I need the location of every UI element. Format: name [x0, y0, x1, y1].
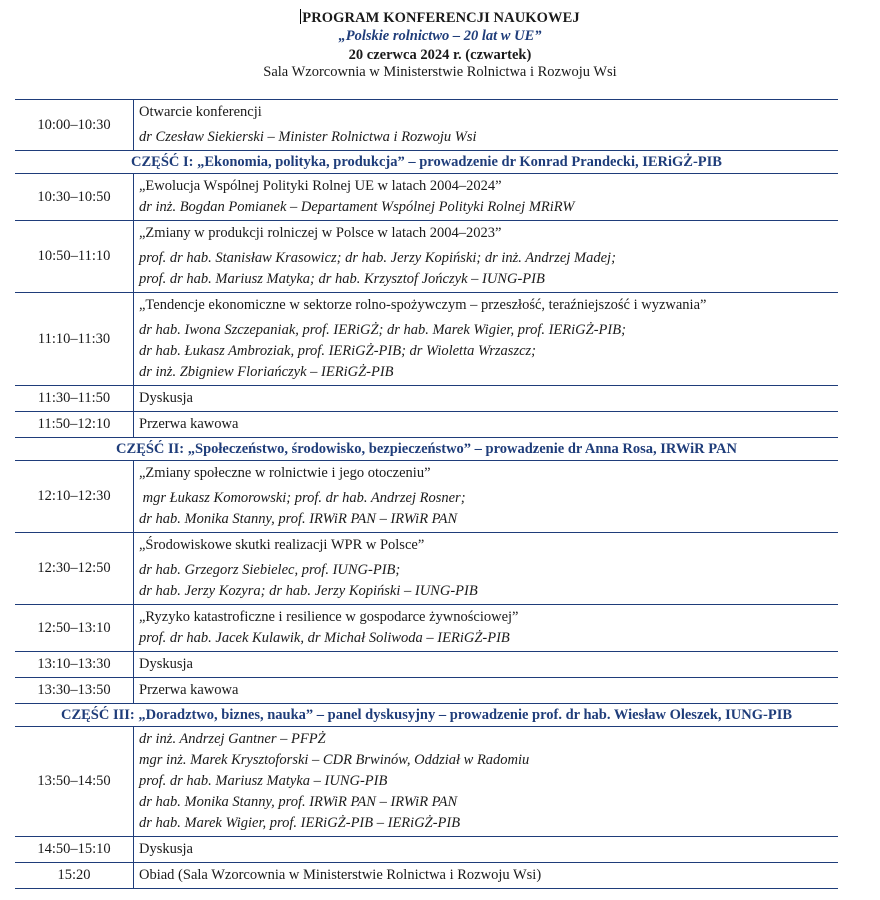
table-row: [15, 863, 838, 889]
panelists: [139, 729, 834, 834]
session-cell: Przerwa kawowa: [134, 678, 839, 704]
session-cell: [134, 293, 839, 386]
author-line: dr inż. Zbigniew Floriańczyk – IERiGŻ-PIB: [139, 364, 394, 380]
time-cell: 10:00–10:30: [15, 100, 134, 151]
author-line: mgr Łukasz Komorowski; prof. dr hab. Andrzej Rosner;: [139, 490, 466, 506]
time-cell: 12:10–12:30: [15, 461, 134, 533]
program-table: [15, 99, 838, 889]
author-line: dr hab. Monika Stanny, prof. IRWiR PAN – IRWiR PAN: [139, 511, 458, 527]
session-cell: [134, 461, 839, 533]
talk-authors: [139, 248, 834, 290]
table-row: [15, 100, 838, 151]
conference-subtitle: „Polskie rolnictwo – 20 lat w UE”: [338, 28, 542, 44]
talk-title: „Zmiany społeczne w rolnictwie i jego otoczeniu”: [139, 465, 431, 481]
section-heading: CZĘŚĆ II: „Społeczeństwo, środowisko, bezpieczeństwo” – prowadzenie dr Anna Rosa, IRWiR PAN: [15, 438, 838, 461]
session-cell: [134, 100, 839, 151]
section-row: [15, 151, 838, 174]
section-heading: CZĘŚĆ I: „Ekonomia, polityka, produkcja” – prowadzenie dr Konrad Prandecki, IERiGŻ-PIB: [15, 151, 838, 174]
section-row: [15, 438, 838, 461]
section-heading: CZĘŚĆ III: „Doradztwo, biznes, nauka” – panel dyskusyjny – prowadzenie prof. dr hab. Wiesław Oleszek, IUNG-PIB: [15, 704, 838, 727]
author-line: prof. dr hab. Jacek Kulawik, dr Michał Soliwoda – IERiGŻ-PIB: [139, 630, 510, 646]
section-row: [15, 704, 838, 727]
table-row: [15, 605, 838, 652]
table-row: [15, 533, 838, 605]
talk-title: Otwarcie konferencji: [139, 104, 262, 120]
table-row: [15, 293, 838, 386]
author-line: dr inż. Bogdan Pomianek – Departament Wspólnej Polityki Rolnej MRiRW: [139, 199, 575, 215]
session-cell: Przerwa kawowa: [134, 412, 839, 438]
author-line: dr hab. Łukasz Ambroziak, prof. IERiGŻ-PIB; dr Wioletta Wrzaszcz;: [139, 343, 537, 359]
table-row: [15, 727, 838, 837]
program-title: PROGRAM KONFERENCJI NAUKOWEJ: [302, 10, 580, 26]
author-line: dr hab. Iwona Szczepaniak, prof. IERiGŻ; dr hab. Marek Wigier, prof. IERiGŻ-PIB;: [139, 322, 626, 338]
session-cell: [134, 174, 839, 221]
table-row: [15, 174, 838, 221]
table-row: [15, 678, 838, 704]
talk-title: „Zmiany w produkcji rolniczej w Polsce w latach 2004–2023”: [139, 225, 502, 241]
panelist-line: mgr inż. Marek Krysztoforski – CDR Brwinów, Oddział w Radomiu: [139, 752, 530, 768]
panelist-line: dr hab. Marek Wigier, prof. IERiGŻ-PIB – IERiGŻ-PIB: [139, 815, 461, 831]
table-row: [15, 412, 838, 438]
time-cell: 12:30–12:50: [15, 533, 134, 605]
author-line: dr hab. Jerzy Kozyra; dr hab. Jerzy Kopiński – IUNG-PIB: [139, 583, 478, 599]
table-row: [15, 837, 838, 863]
time-cell: 10:30–10:50: [15, 174, 134, 221]
author-line: prof. dr hab. Mariusz Matyka; dr hab. Krzysztof Jończyk – IUNG-PIB: [139, 271, 545, 287]
program-table-body: [15, 100, 838, 889]
document-header: [0, 0, 880, 81]
conference-venue: Sala Wzorcownia w Ministerstwie Rolnictwa i Rozwoju Wsi: [263, 64, 617, 80]
time-cell: 13:50–14:50: [15, 727, 134, 837]
time-cell: 12:50–13:10: [15, 605, 134, 652]
session-cell: Dyskusja: [134, 386, 839, 412]
author-line: dr Czesław Siekierski – Minister Rolnictwa i Rozwoju Wsi: [139, 129, 477, 145]
time-cell: 11:30–11:50: [15, 386, 134, 412]
talk-authors: [139, 628, 834, 649]
table-row: [15, 652, 838, 678]
panelist-line: dr inż. Andrzej Gantner – PFPŻ: [139, 731, 326, 747]
table-row: [15, 221, 838, 293]
panelist-line: dr hab. Monika Stanny, prof. IRWiR PAN – IRWiR PAN: [139, 794, 458, 810]
session-cell: [134, 533, 839, 605]
time-cell: 10:50–11:10: [15, 221, 134, 293]
talk-authors: [139, 127, 834, 148]
panel-cell: [134, 727, 839, 837]
talk-title: „Ewolucja Wspólnej Polityki Rolnej UE w latach 2004–2024”: [139, 178, 502, 194]
time-cell: 11:10–11:30: [15, 293, 134, 386]
time-cell: 13:30–13:50: [15, 678, 134, 704]
time-cell: 11:50–12:10: [15, 412, 134, 438]
time-cell: 14:50–15:10: [15, 837, 134, 863]
panelist-line: prof. dr hab. Mariusz Matyka – IUNG-PIB: [139, 773, 388, 789]
session-cell: Dyskusja: [134, 652, 839, 678]
time-cell: 13:10–13:30: [15, 652, 134, 678]
session-cell: [134, 221, 839, 293]
talk-authors: [139, 320, 834, 383]
talk-title: „Tendencje ekonomiczne w sektorze rolno-spożywczym – przeszłość, teraźniejszość i wyzwania”: [139, 297, 707, 313]
time-cell: 15:20: [15, 863, 134, 889]
session-cell: Obiad (Sala Wzorcownia w Ministerstwie Rolnictwa i Rozwoju Wsi): [134, 863, 839, 889]
table-row: [15, 461, 838, 533]
author-line: dr hab. Grzegorz Siebielec, prof. IUNG-PIB;: [139, 562, 401, 578]
session-cell: [134, 605, 839, 652]
session-cell: Dyskusja: [134, 837, 839, 863]
talk-authors: [139, 560, 834, 602]
talk-title: „Środowiskowe skutki realizacji WPR w Polsce”: [139, 537, 425, 553]
talk-title: „Ryzyko katastroficzne i resilience w gospodarce żywnościowej”: [139, 609, 519, 625]
author-line: prof. dr hab. Stanisław Krasowicz; dr hab. Jerzy Kopiński; dr inż. Andrzej Madej;: [139, 250, 616, 266]
conference-date: 20 czerwca 2024 r. (czwartek): [348, 47, 532, 63]
talk-authors: [139, 488, 834, 530]
table-row: [15, 386, 838, 412]
talk-authors: [139, 197, 834, 218]
